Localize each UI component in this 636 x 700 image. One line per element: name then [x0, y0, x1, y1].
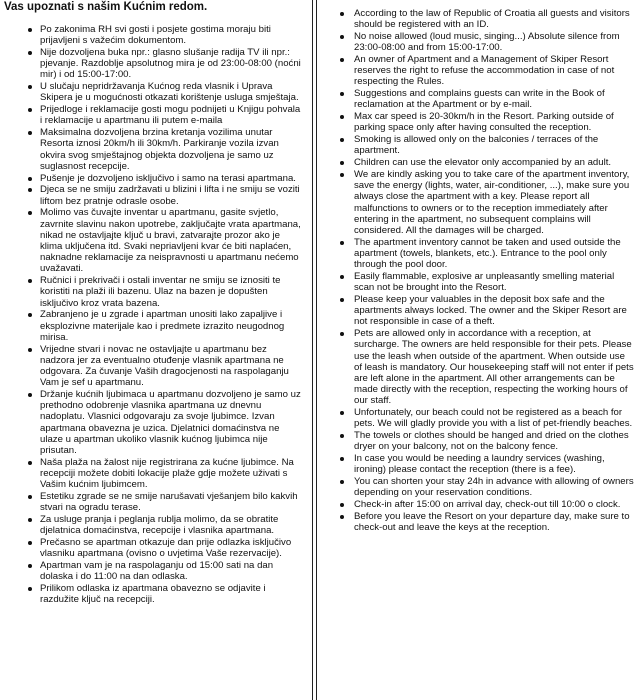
english-rule-item [318, 8, 634, 30]
bullet-icon [28, 28, 32, 32]
english-rule-item [318, 511, 634, 533]
croatian-rule-item [0, 344, 304, 389]
bullet-icon [28, 177, 32, 181]
bullet-icon [28, 564, 32, 568]
english-rule-text: You can shorten your stay 24h in advance with allowing of owners depending on your reservation conditions. [354, 476, 634, 499]
english-rule-item [318, 294, 634, 328]
bullet-icon [340, 434, 344, 438]
english-rule-item [318, 157, 634, 168]
croatian-rule-text: Zabranjeno je u zgrade i apartman unositi lako zapaljive i eksplozivne materijale kao i predmete izrazito neugodnog mirisa. [40, 309, 285, 343]
english-rule-item [318, 476, 634, 498]
english-rule-text: The apartment inventory cannot be taken and used outside the apartment (towels, blankets, etc.). Entrance to the pool only through the pool door. [354, 236, 621, 271]
croatian-rule-text: U slučaju nepridržavanja Kućnog reda vlasnik i Uprava Skipera je u mogućnosti otkazati korištenje usluga smještaja. [40, 81, 299, 104]
bullet-icon [340, 58, 344, 62]
croatian-rule-item [0, 47, 304, 81]
bullet-icon [28, 108, 32, 112]
bullet-icon [340, 35, 344, 39]
bullet-icon [28, 51, 32, 55]
croatian-rule-text: Vrijedne stvari i novac ne ostavljajte u apartmanu bez nadzora jer za eventualno otuđenje vlasnik apartmana ne odgovara. Za čuvanje Vaših dragocjenosti na raspolaganju Vam je sef u apartmanu. [40, 343, 289, 389]
croatian-rule-item [0, 184, 304, 206]
english-rule-item [318, 499, 634, 510]
bullet-icon [28, 85, 32, 89]
bullet-icon [28, 461, 32, 465]
croatian-rule-text: Apartman vam je na raspolaganju od 15:00 sati na dan dolaska i do 11:00 na dan odlaska. [40, 560, 274, 583]
croatian-rule-text: Prečasno se apartman otkazuje dan prije odlazka isključivo vlasniku apartmana (ovisno o uvjetima Vaše rezervacije). [40, 537, 292, 560]
bullet-icon [340, 515, 344, 519]
english-rule-item [318, 237, 634, 271]
bullet-icon [28, 518, 32, 522]
english-rule-text: Suggestions and complains guests can write in the Book of reclamation at the Apartment or by e-mail. [354, 88, 605, 111]
english-rule-item [318, 88, 634, 110]
croatian-rule-text: Estetiku zgrade se ne smije narušavati vješanjem bilo kakvih stvari na ogradu terase. [40, 491, 298, 514]
croatian-rule-text: Za usluge pranja i peglanja rublja molimo, da se obratite djelatnica domaćinstva, recepcije i vlasnika apartmana. [40, 514, 279, 537]
english-rule-text: In case you would be needing a laundry services (washing, ironing) please contact the reception (there is a fee). [354, 453, 605, 476]
croatian-rules-column [0, 0, 308, 700]
english-rule-text: No noise allowed (loud music, singing...) Absolute silence from 23:00-08:00 and from 15:00-17:00. [354, 31, 620, 54]
english-rule-text: Before you leave the Resort on your departure day, make sure to check-out and leave the keys at the reception. [354, 511, 630, 534]
english-rule-item [318, 134, 634, 156]
bullet-icon [340, 480, 344, 484]
column-divider-inner [316, 0, 317, 700]
english-rule-item [318, 111, 634, 133]
english-rule-item [318, 430, 634, 452]
croatian-rule-item [0, 457, 304, 491]
croatian-rule-item [0, 173, 304, 184]
bullet-icon [28, 211, 32, 215]
croatian-rule-text: Naša plaža na žalost nije registrirana za kućne ljubimce. Na recepciji možete dobiti lokacije plaže gdje možete uživati s Vašim kućnim ljubimcem. [40, 456, 294, 491]
croatian-rule-item [0, 560, 304, 582]
english-rules-column [318, 0, 636, 700]
croatian-rule-item [0, 127, 304, 172]
croatian-rule-text: Pušenje je dozvoljeno isključivo i samo na terasi apartmana. [40, 172, 296, 184]
croatian-rule-item [0, 583, 304, 605]
croatian-rule-item [0, 389, 304, 456]
english-rule-item [318, 271, 634, 293]
croatian-rules-list [0, 24, 304, 606]
croatian-rule-text: Držanje kućnih ljubimaca u apartmanu dozvoljeno je samo uz prethodno odobrenje vlasnika apartmana uz dnevnu nadoplatu. Vlasnici odgovaraju za svoje ljubimce. Izvan apartmana obavezna je uzica. Djelatnici domaćinstva ne ulaze u apartman ukoliko vlasnik kućnog ljubimca nije prisutan. [40, 389, 301, 457]
bullet-icon [28, 313, 32, 317]
bullet-icon [340, 241, 344, 245]
column-divider [312, 0, 313, 700]
english-rule-text: Pets are allowed only in accordance with a reception, at surcharge. The owners are held responsible for their pets. Please use the leash when outside of the apartment. When outside use of leash is mandatory. Our housekeeping staff will not enter if pets are left alone in the apartment. All other arrangements can be made directly with the reception, respecting the working hours of our staff. [354, 328, 634, 407]
english-rule-text: We are kindly asking you to take care of the apartment inventory, save the energy (lights, water, air-conditioner, ...), make sure you always close the apartment with a key. Please report all malfunctions to owners or to the reception immediately after entering in the apartment, no subsequent complains will considered. All the damages will be charged. [354, 169, 630, 237]
croatian-rule-text: Prilikom odlaska iz apartmana obavezno se odjavite i razdužite ključ na recepciji. [40, 583, 266, 606]
croatian-rule-item [0, 491, 304, 513]
bullet-icon [28, 495, 32, 499]
bullet-icon [28, 131, 32, 135]
english-rule-text: The towels or clothes should be hanged and dried on the clothes dryer on your balcony, not on the balcony fence. [354, 430, 629, 453]
croatian-rule-text: Ručnici i prekrivači i ostali inventar ne smiju se iznositi te koristiti na plaži ili bazenu. Ulaz na bazen je dopušten isključivo kroz vrata bazena. [40, 275, 281, 309]
bullet-icon [340, 12, 344, 16]
english-rule-item [318, 54, 634, 88]
bullet-icon [340, 275, 344, 279]
croatian-rule-item [0, 537, 304, 559]
croatian-rule-item [0, 104, 304, 126]
english-rule-item [318, 31, 634, 53]
bullet-icon [28, 587, 32, 591]
english-rule-text: Easily flammable, explosive ar unpleasantly smelling material scan not be brought into the Resort. [354, 271, 615, 294]
bullet-icon [340, 92, 344, 96]
english-rule-item [318, 407, 634, 429]
bullet-icon [340, 298, 344, 302]
croatian-rule-item [0, 81, 304, 103]
bullet-icon [340, 503, 344, 507]
bullet-icon [340, 332, 344, 336]
bullet-icon [340, 173, 344, 177]
croatian-rule-text: Maksimalna dozvoljena brzina kretanja vozilima unutar Resorta iznosi 20km/h ili 30km/h. Parkiranje vozila izvan okvira svog smještajnog objekta dozvoljena je samo uz suglasnost recepcije. [40, 127, 279, 172]
english-rule-text: An owner of Apartment and a Management of Skiper Resort reserves the right to refuse the accommodation in case of not respecting the Rules. [354, 54, 615, 88]
english-rule-text: Please keep your valuables in the deposit box safe and the apartments always locked. The owner and the Skiper Resort are not responsible in case of a theft. [354, 294, 627, 328]
bullet-icon [28, 393, 32, 397]
page-heading: Vas upoznati s našim Kućnim redom. [4, 1, 208, 13]
bullet-icon [28, 541, 32, 545]
english-rule-item [318, 169, 634, 236]
croatian-rule-item [0, 24, 304, 46]
bullet-icon [340, 115, 344, 119]
croatian-rule-item [0, 207, 304, 274]
bullet-icon [340, 457, 344, 461]
bullet-icon [28, 279, 32, 283]
croatian-rule-text: Molimo vas čuvajte inventar u apartmanu, gasite svjetlo, zavrnite slavinu nakon upotrebe, zaključajte vrata apartmana, nikad ne ostavljajte ključ u bravi, zatvarajte prozor ako je klima uključena itd. Svaki nepriavljeni kvar će biti naplaćen, naknadne reklamacije za neispravnosti u apartmanu nećemo uvažavati. [40, 207, 301, 275]
croatian-rule-item [0, 275, 304, 309]
english-rule-text: Max car speed is 20-30km/h in the Resort. Parking outside of parking space only after having consulted the reception. [354, 111, 614, 134]
croatian-rule-text: Prijedloge i reklamacije gosti mogu podnijeti u Knjigu pohvala i reklamacije u apartmanu ili putem e-maila [40, 104, 301, 127]
english-rule-text: Smoking is allowed only on the balconies / terraces of the apartment. [354, 134, 599, 157]
croatian-rule-text: Po zakonima RH svi gosti i posjete gostima moraju biti prijavljeni s važećim dokumentom. [40, 24, 271, 47]
english-rule-text: Check-in after 15:00 on arrival day, check-out till 10:00 o clock. [354, 499, 621, 511]
english-rule-text: Unfortunately, our beach could not be registered as a beach for pets. We will gladly provide you with a list of pet-friendly beaches. [354, 407, 633, 430]
croatian-rule-item [0, 514, 304, 536]
english-rule-item [318, 328, 634, 406]
bullet-icon [340, 138, 344, 142]
bullet-icon [28, 348, 32, 352]
croatian-rule-item [0, 309, 304, 343]
bullet-icon [340, 411, 344, 415]
croatian-rule-text: Djeca se ne smiju zadržavati u blizini i lifta i ne smiju se voziti liftom bez pratnje odrasle osobe. [40, 184, 300, 207]
english-rule-text: According to the law of Republic of Croatia all guests and visitors should be registered with an ID. [354, 8, 630, 31]
english-rule-item [318, 453, 634, 475]
croatian-rule-text: Nije dozvoljena buka npr.: glasno slušanje radija TV ili npr.: pjevanje. Razdoblje apsolutnog mira je od 23:00-08:00 (noćni mir) i od 15:00-17:00. [40, 47, 301, 81]
english-rules-list [318, 8, 634, 534]
bullet-icon [28, 188, 32, 192]
english-rule-text: Children can use the elevator only accompanied by an adult. [354, 157, 612, 169]
bullet-icon [340, 161, 344, 165]
